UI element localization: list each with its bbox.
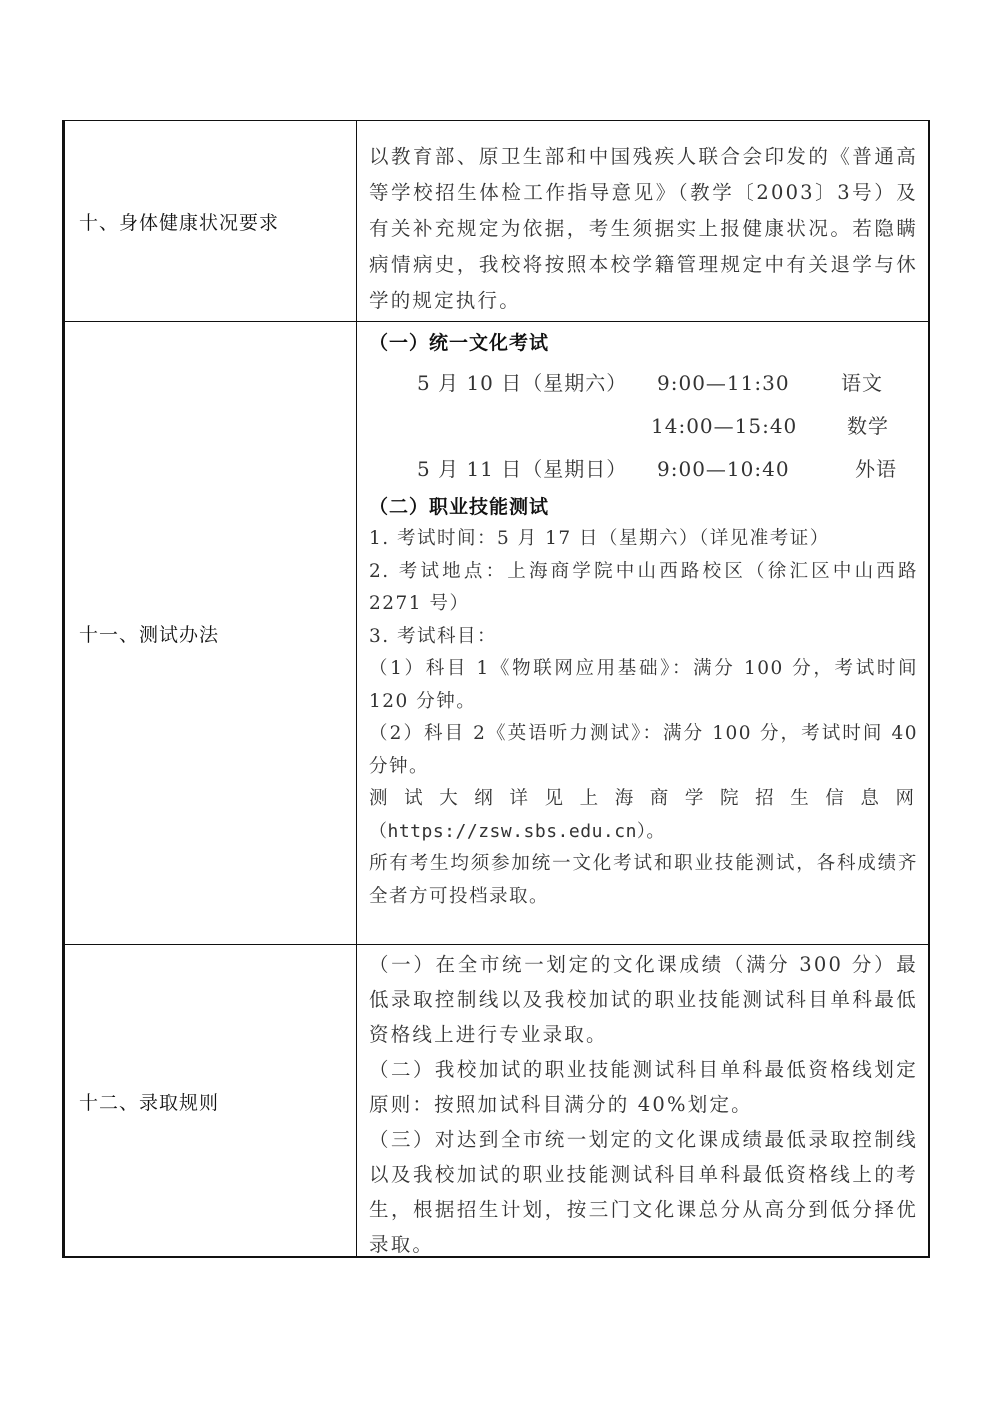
row-label-cell	[65, 121, 357, 321]
row-label-health: 十、身体健康状况要求	[79, 211, 280, 234]
skill-test-heading: （二）职业技能测试	[369, 496, 550, 518]
schedule-time: 9:00—10:40	[657, 457, 790, 481]
table-row-test-method	[65, 322, 928, 945]
schedule-date: 5 月 11 日（星期日）	[417, 457, 628, 481]
outline-text: 测试大纲详见上海商学院招生信息网	[369, 788, 918, 809]
skill-test-item: （1）科目 1《物联网应用基础》：满分 100 分，考试时间 120 分钟。	[369, 658, 918, 712]
row-content-cell	[357, 322, 928, 944]
schedule-subject: 语文	[841, 371, 883, 395]
admission-rule: （一）在全市统一划定的文化课成绩（满分 300 分）最低录取控制线以及我校加试的职业技能测试科目单科最低资格线上进行专业录取。	[369, 953, 918, 1046]
skill-test-item: 3. 考试科目：	[369, 625, 498, 647]
row-label-cell	[65, 322, 357, 944]
schedule-row	[369, 362, 918, 405]
admission-rule: （三）对达到全市统一划定的文化课成绩最低录取控制线以及我校加试的职业技能测试科目单科最低资格线上的考生，根据招生计划，按三门文化课总分从高分到低分择优录取。	[369, 1128, 918, 1256]
table-row-admission-rules	[65, 945, 928, 1257]
admission-table	[62, 120, 930, 1258]
row-label-test-method: 十一、测试办法	[79, 623, 220, 646]
skill-test-item: （2）科目 2《英语听力测试》：满分 100 分，考试时间 40 分钟。	[369, 723, 918, 777]
schedule-subject: 数学	[847, 414, 889, 438]
culture-exam-heading: （一）统一文化考试	[369, 332, 550, 354]
schedule-time: 14:00—15:40	[651, 414, 798, 438]
skill-test-item: 2. 考试地点：上海商学院中山西路校区（徐汇区中山西路 2271 号）	[369, 560, 918, 614]
schedule-row	[369, 405, 918, 448]
row-label-admission-rules: 十二、录取规则	[79, 1091, 220, 1114]
admission-note: 所有考生均须参加统一文化考试和职业技能测试，各科成绩齐全者方可投档录取。	[369, 853, 918, 907]
schedule-time: 9:00—11:30	[657, 371, 790, 395]
schedule-date: 5 月 10 日（星期六）	[417, 371, 628, 395]
row-label-cell	[65, 945, 357, 1257]
schedule-subject: 外语	[855, 457, 897, 481]
skill-test-item: 1. 考试时间：5 月 17 日（星期六）（详见准考证）	[369, 528, 830, 549]
health-requirement-text: 以教育部、原卫生部和中国残疾人联合会印发的《普通高等学校招生体检工作指导意见》（教学〔2003〕3号）及有关补充规定为依据，考生须据实上报健康状况。若隐瞒病情病史，我校将按照本校学籍管理规定中有关退学与休学的规定执行。	[369, 145, 918, 312]
row-content-cell	[357, 121, 928, 321]
row-content-cell	[357, 945, 928, 1257]
schedule-row	[369, 448, 918, 491]
admission-rule: （二）我校加试的职业技能测试科目单科最低资格线划定原则：按照加试科目满分的 40%划定。	[369, 1058, 918, 1116]
outline-url-link[interactable]: （https://zsw.sbs.edu.cn）。	[369, 820, 665, 842]
table-row-health	[65, 121, 928, 322]
